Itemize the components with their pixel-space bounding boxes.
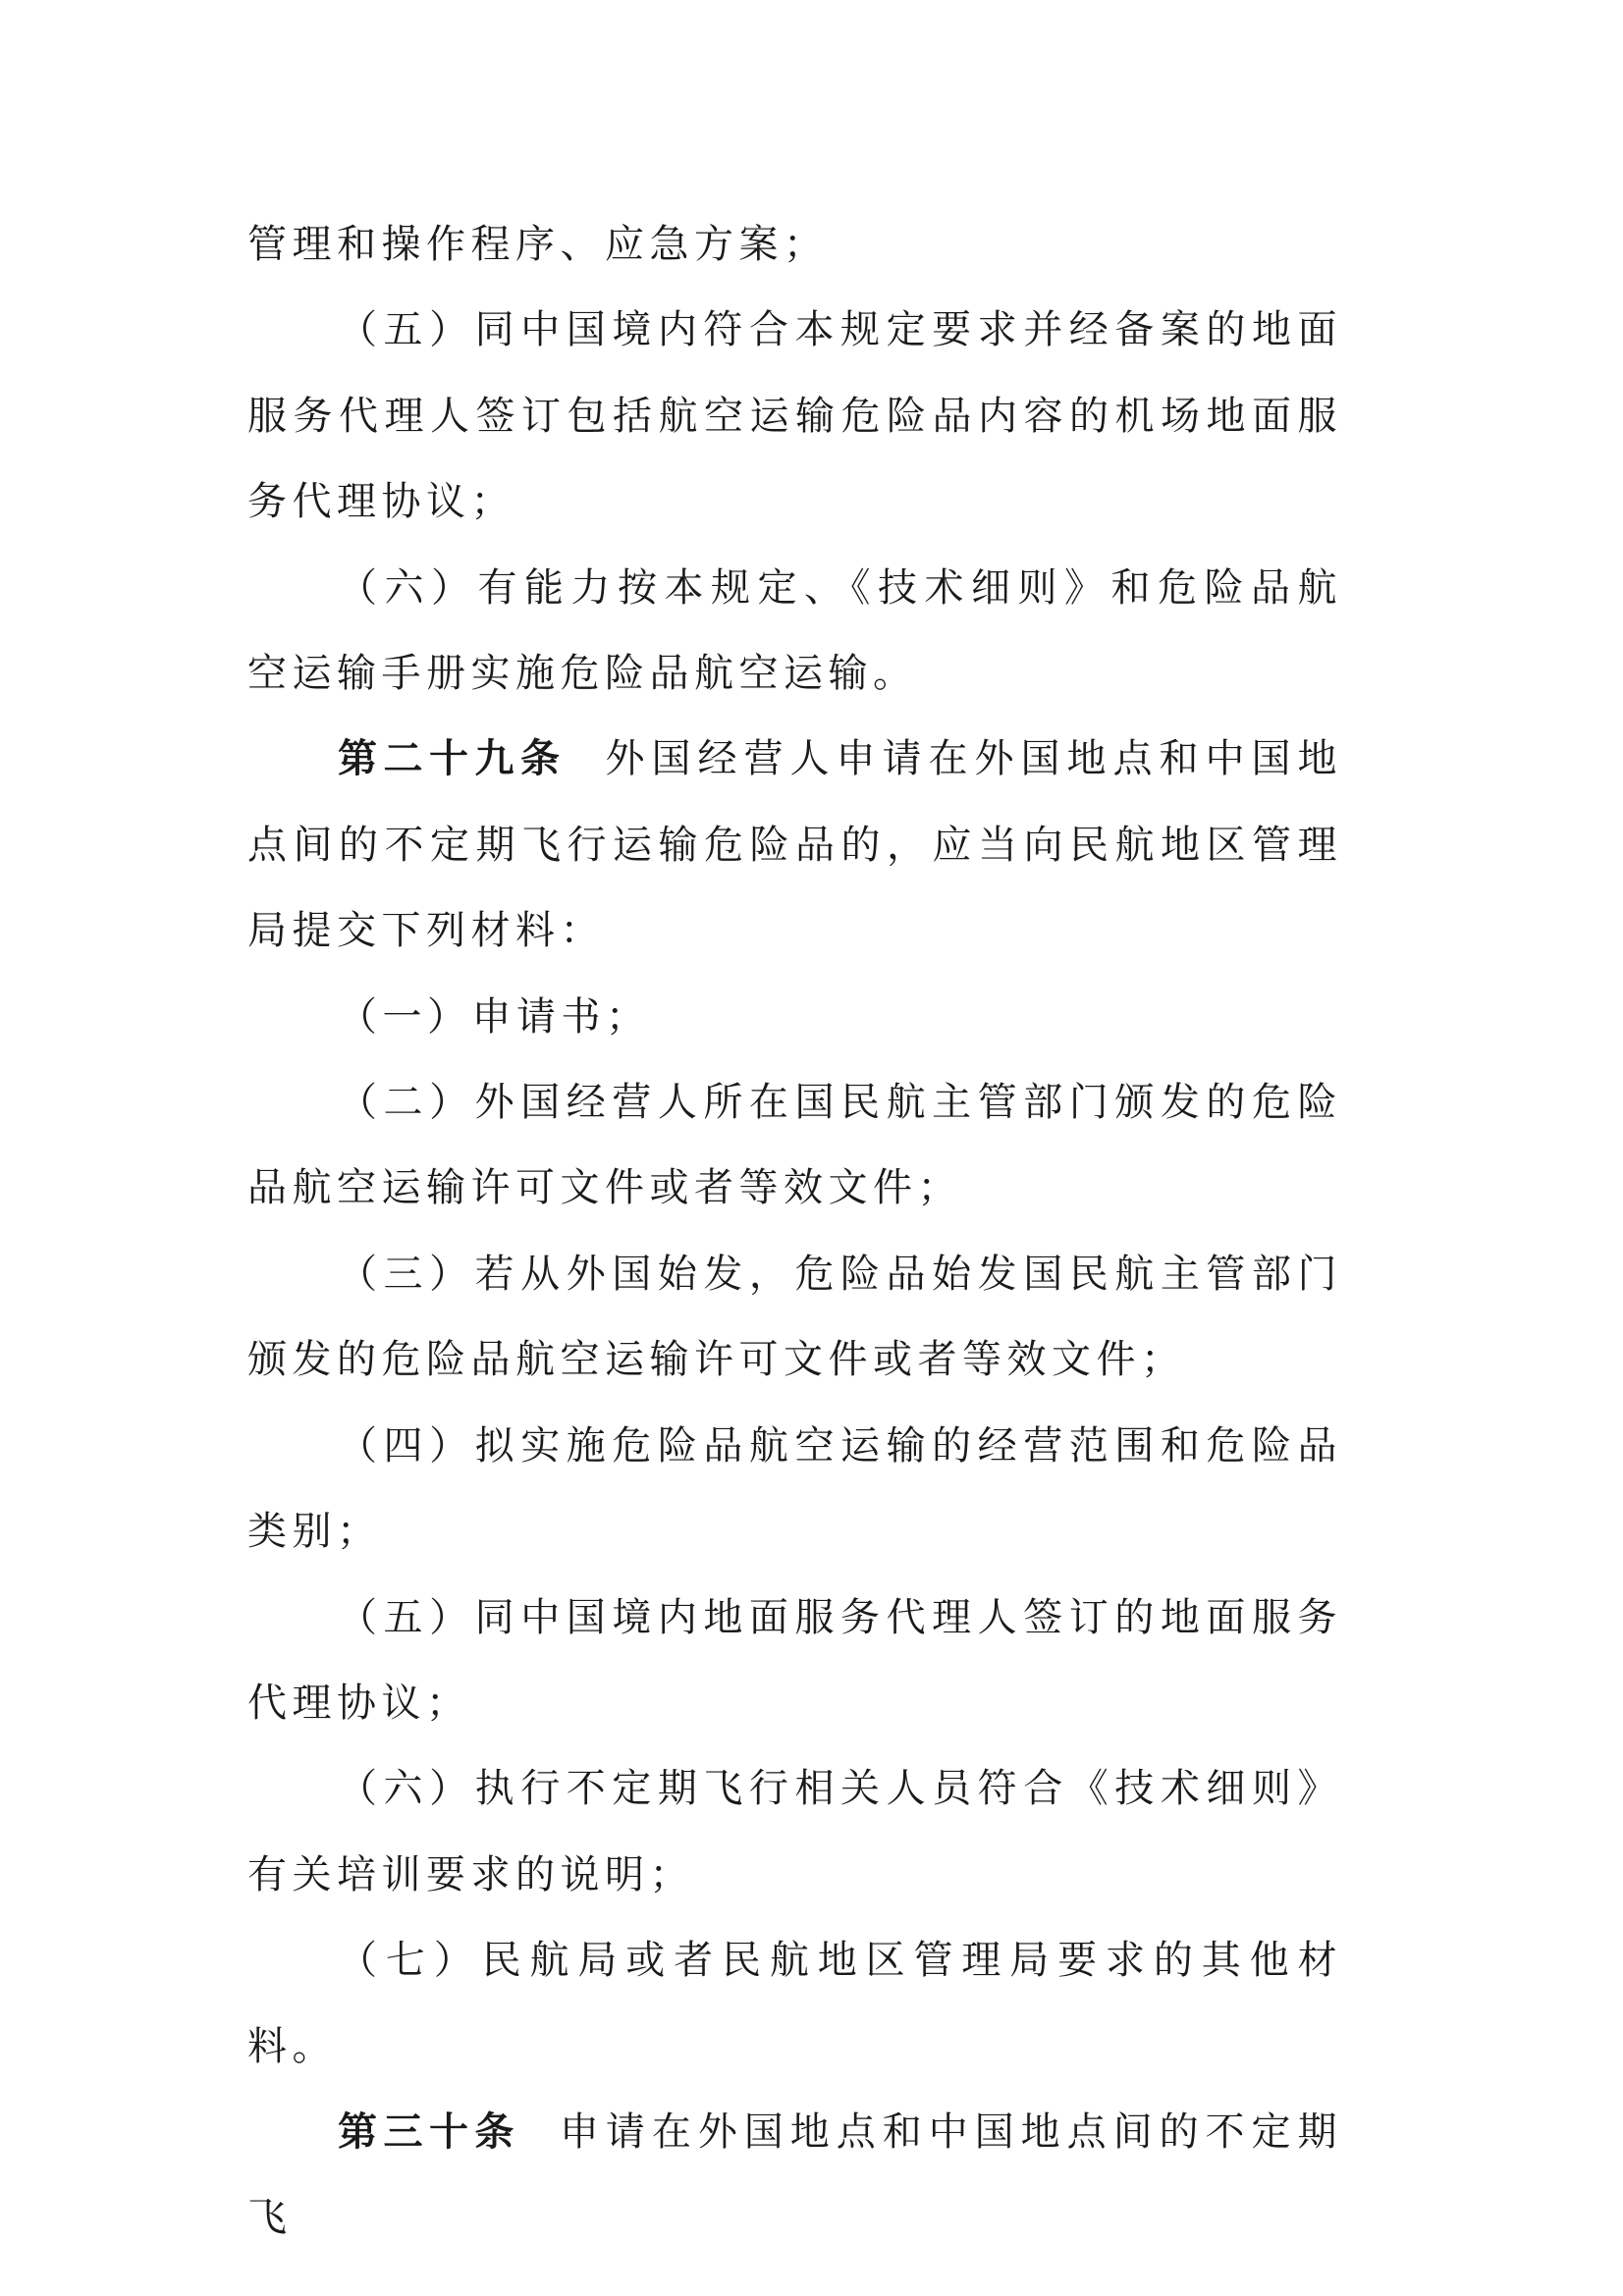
paragraph-item-6: [247, 546, 1342, 718]
paragraph-text: 外国经营人申请在外国地点和中国地点间的不定期飞行运输危险品的，应当向民航地区管理局提交下列材料：: [247, 736, 1342, 954]
paragraph-item-5: [247, 288, 1342, 545]
paragraph-text: （七）民航局或者民航地区管理局要求的其他材料。: [247, 1938, 1342, 2069]
article-29: [247, 717, 1342, 974]
paragraph-continuation: [247, 202, 1342, 288]
article-heading: 第三十条: [338, 2109, 520, 2155]
paragraph-text: 申请在外国地点和中国地点间的不定期飞: [247, 2109, 1343, 2241]
paragraph-item-1: [247, 975, 1342, 1060]
paragraph-text: 管理和操作程序、应急方案；: [247, 222, 829, 267]
paragraph-text: （四）拟实施危险品航空运输的经营范围和危险品类别；: [247, 1422, 1342, 1555]
paragraph-text: （五）同中国境内地面服务代理人签订的地面服务代理协议；: [247, 1594, 1342, 1726]
paragraph-item-4: [247, 1404, 1342, 1575]
paragraph-item-3: [247, 1232, 1342, 1404]
paragraph-text: （一）申请书；: [338, 993, 651, 1040]
regulation-text: [247, 202, 1342, 2262]
paragraph-item-5b: [247, 1575, 1342, 1747]
paragraph-item-6b: [247, 1746, 1342, 1918]
paragraph-text: （五）同中国境内符合本规定要求并经备案的地面服务代理人签订包括航空运输危险品内容的机场地面服务代理协议；: [247, 307, 1342, 525]
paragraph-item-7: [247, 1918, 1342, 2090]
article-heading: 第二十九条: [338, 736, 567, 782]
paragraph-text: （三）若从外国始发，危险品始发国民航主管部门颁发的危险品航空运输许可文件或者等效文件；: [247, 1251, 1342, 1383]
paragraph-text: （二）外国经营人所在国民航主管部门颁发的危险品航空运输许可文件或者等效文件；: [247, 1080, 1342, 1211]
paragraph-item-2: [247, 1060, 1342, 1232]
article-30: [247, 2090, 1342, 2262]
paragraph-text: （六）执行不定期飞行相关人员符合《技术细则》有关培训要求的说明；: [247, 1766, 1342, 1897]
paragraph-text: （六）有能力按本规定、《技术细则》和危险品航空运输手册实施危险品航空运输。: [247, 564, 1342, 697]
